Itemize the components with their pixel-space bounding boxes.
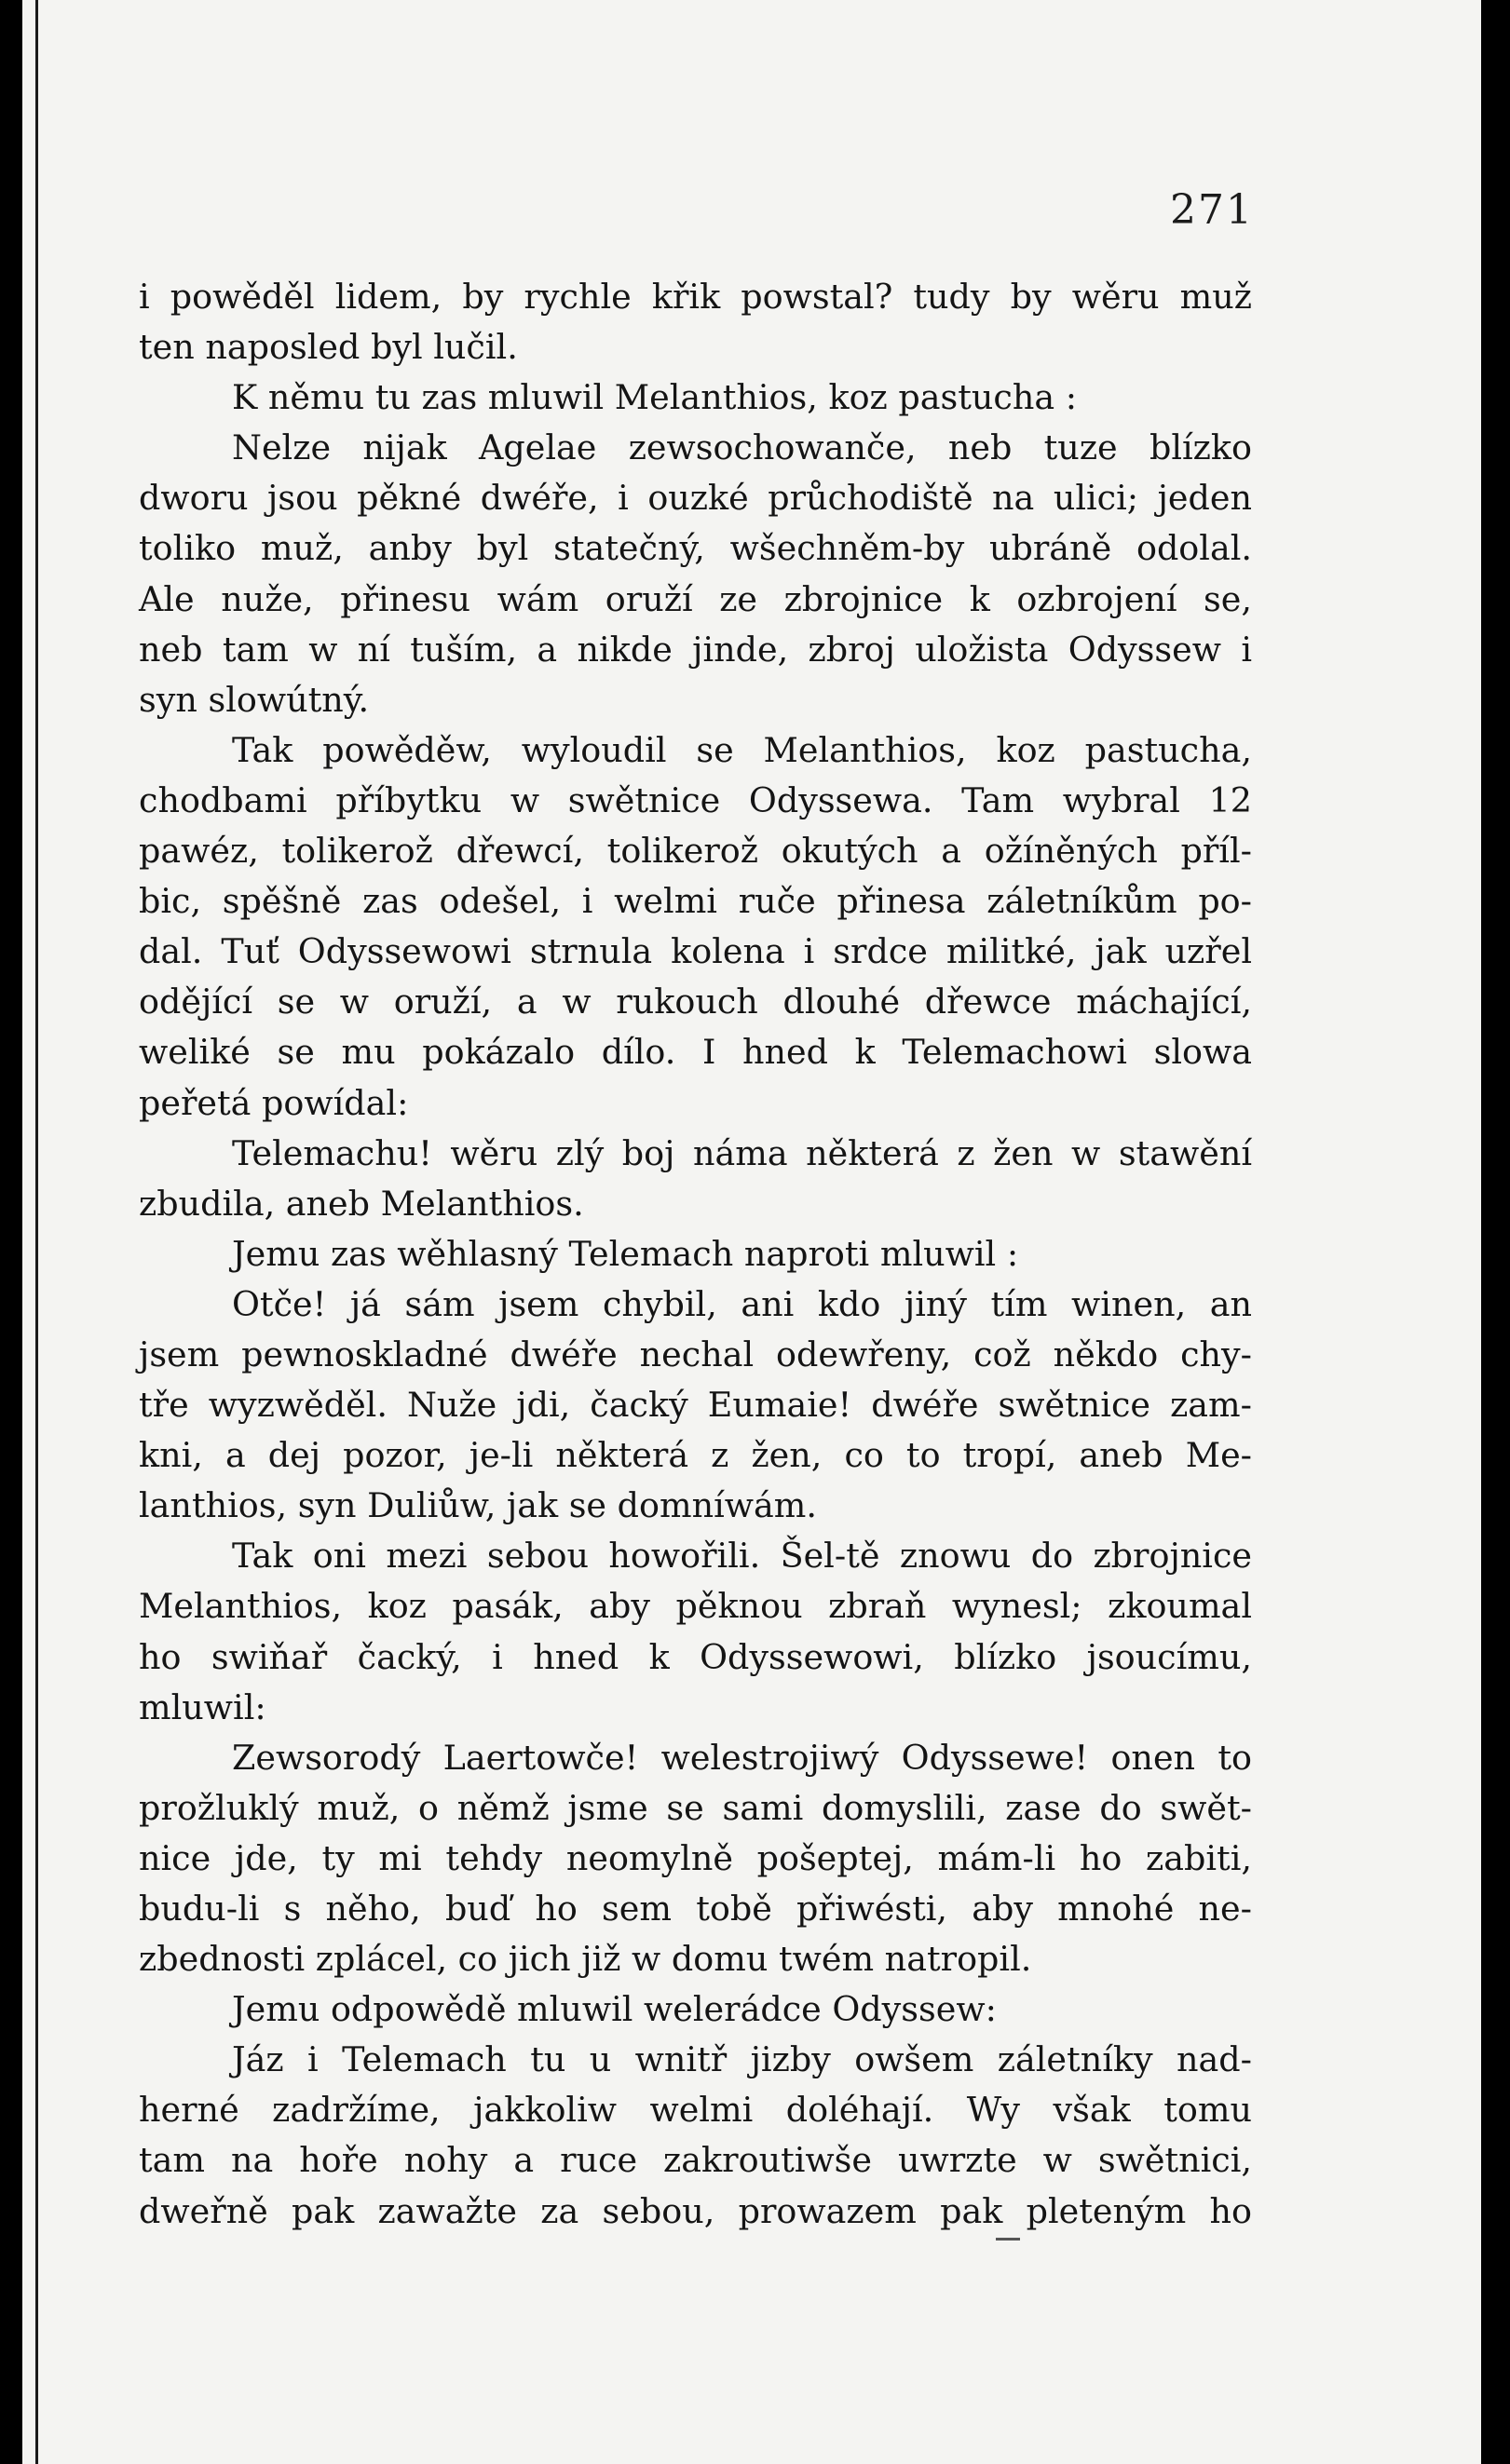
- text-line: neb tam w ní tuším, a nikde jinde, zbroj uložista Odyssew i: [139, 629, 1252, 670]
- book-page: [22, 0, 1481, 2464]
- text-line: Nelze nijak Agelae zewsochowanče, neb tuze blízko: [232, 427, 1252, 468]
- text-line: K němu tu zas mluwil Melanthios, koz pastucha :: [232, 377, 1078, 418]
- text-line: i powěděl lidem, by rychle křik powstal? tudy by wěru muž: [139, 277, 1252, 317]
- text-line: budu-li s něho, buď ho sem tobě přiwésti, aby mnohé ne-: [139, 1889, 1252, 1929]
- text-line: zbudila, aneb Melanthios.: [139, 1183, 584, 1224]
- text-line: Tak powěděw, wyloudil se Melanthios, koz pastucha,: [232, 729, 1252, 770]
- text-line: Melanthios, koz pasák, aby pěknou zbraň wynesl; zkoumal: [139, 1586, 1252, 1627]
- text-line: herné zadržíme, jakkoliw welmi doléhají. Wy však tomu: [139, 2090, 1252, 2131]
- stray-dash-mark: [996, 2238, 1020, 2241]
- text-line: weliké se mu pokázalo dílo. I hned k Telemachowi slowa: [139, 1032, 1252, 1073]
- text-line: oděјící se w oruží, a w rukouch dlouhé dřewce máchající,: [139, 982, 1252, 1022]
- text-line: kni, a dej pozor, je-li některá z žen, co to tropí, aneb Me-: [139, 1435, 1252, 1476]
- text-line: Jemu zas wěhlasný Telemach naproti mluwil :: [232, 1233, 1019, 1274]
- text-line: Telemachu! wěru zlý boj náma některá z žen w stawění: [232, 1132, 1252, 1173]
- text-line: dworu jsou pěkné dwéře, i ouzké průchodiště na ulici; jeden: [139, 478, 1252, 519]
- text-line: Jemu odpowědě mluwil welerádce Odyssew:: [232, 1989, 997, 2030]
- text-line: Ale nuže, přinesu wám oruží ze zbrojnice k ozbrojení se,: [139, 578, 1252, 619]
- text-line: tře wyzwěděl. Nuže jdi, čacký Eumaie! dwéře swětnice zam-: [139, 1385, 1252, 1426]
- text-line: lanthios, syn Duliůw, jak se domníwám.: [139, 1485, 817, 1526]
- text-line: ho swiňař čacký, i hned k Odyssewowi, blízko jsoucímu,: [139, 1636, 1252, 1677]
- page-edge-rule: [35, 0, 38, 2464]
- text-line: jsem pewnoskladné dwéře nechal odewřeny, což někdo chy-: [139, 1334, 1252, 1374]
- text-line: Zewsorodý Laertowče! welestrojiwý Odyssewe! onen to: [232, 1737, 1252, 1778]
- text-line: dal. Tuť Odyssewowi strnula kolena i srdce militké, jak uzřel: [139, 931, 1252, 972]
- text-line: dweřně pak zawažte za sebou, prowazem pak pleteným ho: [139, 2190, 1252, 2231]
- text-line: peřetá powídal:: [139, 1082, 409, 1123]
- text-line: Tak oni mezi sebou howořili. Šel-tě znowu do zbrojnice: [232, 1536, 1252, 1577]
- body-text: [139, 272, 1252, 2237]
- page-number: 271: [1170, 186, 1254, 234]
- text-line: Jáz i Telemach tu u wnitř jizby owšem záletníky nad-: [232, 2039, 1252, 2080]
- text-line: nice jde, ty mi tehdy neomylně pošeptej, mám-li ho zabiti,: [139, 1837, 1252, 1878]
- text-line: pawéz, tolikerož dřewcí, tolikerož okutých a ožíněných příl-: [139, 831, 1252, 872]
- text-line: ten naposled byl lučil.: [139, 327, 518, 368]
- text-line: bic, spěšně zas odešel, i welmi ruče přinesa záletníkům po-: [139, 881, 1252, 922]
- text-line: tam na hoře nohy a ruce zakroutiwše uwrzte w swětnici,: [139, 2140, 1252, 2181]
- text-line: mluwil:: [139, 1686, 266, 1727]
- text-line: prožluklý muž, o němž jsme se sami domyslili, zase do swět-: [139, 1787, 1252, 1828]
- text-line: chodbami příbytku w swětnice Odyssewa. Tam wybral 12: [139, 779, 1252, 820]
- text-line: toliko muž, anby byl statečný, wšechněm-by ubráně odolal.: [139, 528, 1252, 569]
- text-line: Otče! já sám jsem chybil, ani kdo jiný tím winen, an: [232, 1283, 1252, 1324]
- text-line: zbednosti zplácel, co jich již w domu twém natropil.: [139, 1939, 1032, 1980]
- text-line: syn slowútný.: [139, 679, 370, 720]
